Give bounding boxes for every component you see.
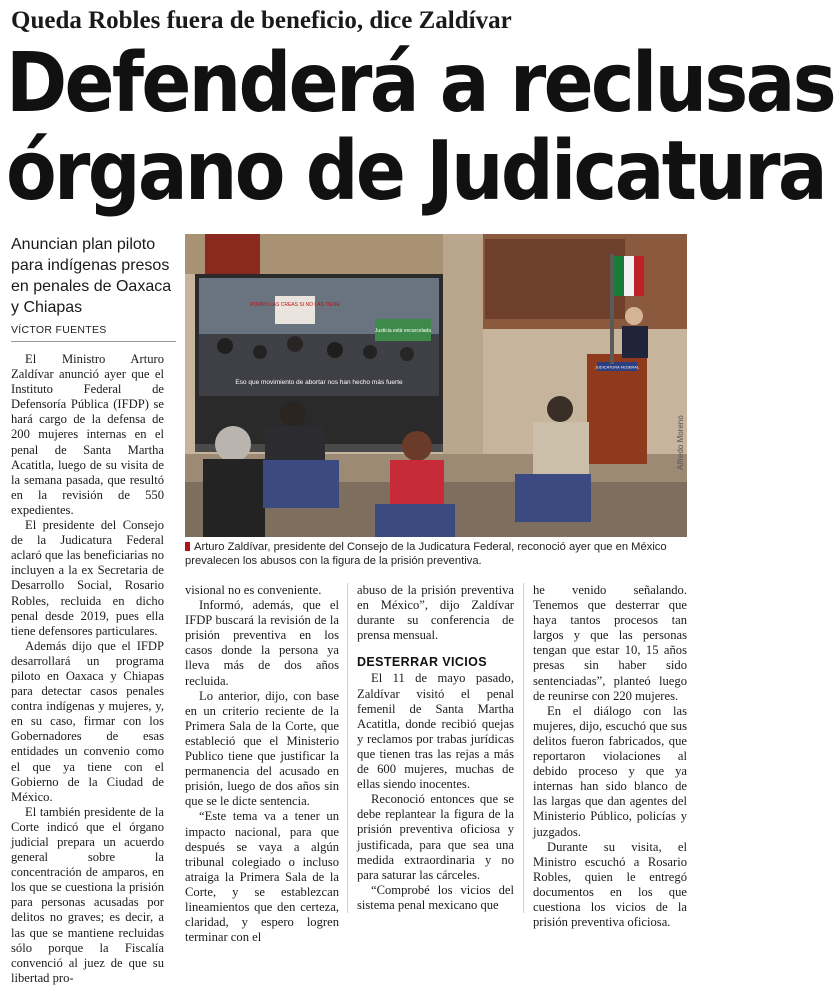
article-column-2 [185,583,339,945]
paragraph: he venido señalando. Tenemos que desterrar que haya tantos procesos tan largos y que las personas tengan que estar 10, 15 años presas sin haber sido sentenciadas”, planteó luego de reunirse con 220 mujeres. [533,583,687,703]
photo-caption [185,540,690,568]
screen-subtitle: Eso que movimiento de abortar nos han hecho más fuerte [235,379,403,386]
paragraph: “Este tema va a tener un impacto nacional, para que después se vaya a algún tribunal colegiado o incluso atraiga la Primera Sala de la Corte, y se establezcan lineamientos que den certeza, claridad, y espero logren terminar con el [185,809,339,945]
byline-rule [11,341,176,342]
paragraph: El 11 de mayo pasado, Zaldívar visitó el penal femenil de Santa Martha Acatitla, donde recibió quejas y reclamos por trabas jurídicas que tienen tras las rejas a más de 600 mujeres, muchas de ellas siendo inocentes. [357,671,514,792]
paragraph: El Ministro Arturo Zaldívar anunció ayer que el Instituto Federal de Defensoría Pública (IFDP) se hará cargo de la defensa de 200 mujeres internas en el penal de Santa Martha Acatitla, luego de su visita de la semana pasada, que resultó en la revisión de 550 expedientes. [11,352,164,517]
news-photo [185,234,687,537]
paragraph: Durante su visita, el Ministro escuchó a Rosario Robles, quien le entregó documentos en los que cuestiona los vicios de la prisión preventiva oficiosa. [533,839,687,930]
headline-line-1: Defenderá a reclusas [6,36,834,131]
photo-credit: Alfredo Moreno [676,415,685,470]
paragraph: visional no es conveniente. [185,583,322,597]
protest-sign-right: Justicia está encarcelada [374,328,432,334]
paragraph: Lo anterior, dijo, con base en un criterio reciente de la Primera Sala de la Corte, que estableció que el Ministerio Publico tiene que justificar la permanencia del acusado en prisión, luego de dos años sin que se le dicte sentencia. [185,688,339,809]
article-column-1 [11,352,164,986]
caption-marker-icon [185,542,190,551]
column-divider [347,583,348,913]
podium-label: JUDICATURA FEDERAL [594,364,640,370]
kicker: Queda Robles fuera de beneficio, dice Zaldívar [11,7,512,34]
column-divider [523,583,524,913]
paragraph: El presidente del Consejo de la Judicatura Federal aclaró que las beneficiarias no incluyen a la ex Secretaria de Desarrollo Social, Rosario Robles, recluida en dicho penal desde 2019, pues ella tiene defensores particulares. [11,518,164,638]
subhead: Anuncian plan piloto para indígenas presos en penales de Oaxaca y Chiapas [11,236,172,316]
photo-illustration [185,234,687,537]
article-column-4 [533,583,687,930]
paragraph: abuso de la prisión preventiva en México”, dijo Zaldívar durante su conferencia de prensa mensual. [357,583,514,643]
article-column-3 [357,583,514,913]
caption-text: Arturo Zaldívar, presidente del Consejo de la Judicatura Federal, reconoció ayer que en México prevalecen los abusos con la figura de la prisión preventiva. [185,541,667,567]
paragraph: En el diálogo con las mujeres, dijo, escuchó que sus delitos fueron fabricados, que reportaron violaciones al debido proceso y que ya internas han sido blanco de las largas que dan agentes del Ministerio Público, policías y juzgados. [533,703,687,839]
paragraph: El también presidente de la Corte indicó que el órgano judicial prepara un acuerdo general sobre la concentración de amparos, en los que se cuestiona la prisión para personas acusadas por delitos no graves; es decir, a las que se mantiene recluidas sólo porque la Fiscalía convenció al juez de que su libertad pro- [11,804,164,985]
headline-line-2: órgano de Judicatura [6,124,825,219]
paragraph: Informó, además, que el IFDP buscará la revisión de la prisión preventiva en los casos donde la persona ya lleva más de dos años recluida. [185,598,339,688]
paragraph: Además dijo que el IFDP desarrollará un programa piloto en Oaxaca y Chiapas para detectar casos penales contra indígenas y mujeres, y, en su caso, firmar con los Gobernadores de esas entidades un convenio como el que ya tiene con el Gobierno de la Ciudad de México. [11,638,164,804]
paragraph: “Comprobé los vicios del sistema penal mexicano que [357,882,514,912]
byline: VÍCTOR FUENTES [11,324,107,336]
crosshead: DESTERRAR VICIOS [357,655,488,670]
protest-sign-left: PORNO LAS CREAS SI NO LAS TIENE [250,302,340,308]
paragraph: Reconoció entonces que se debe replantear la figura de la prisión preventiva oficiosa y justificada, para que sea una medida extraordinaria y no para saturar las cárceles. [357,792,514,882]
